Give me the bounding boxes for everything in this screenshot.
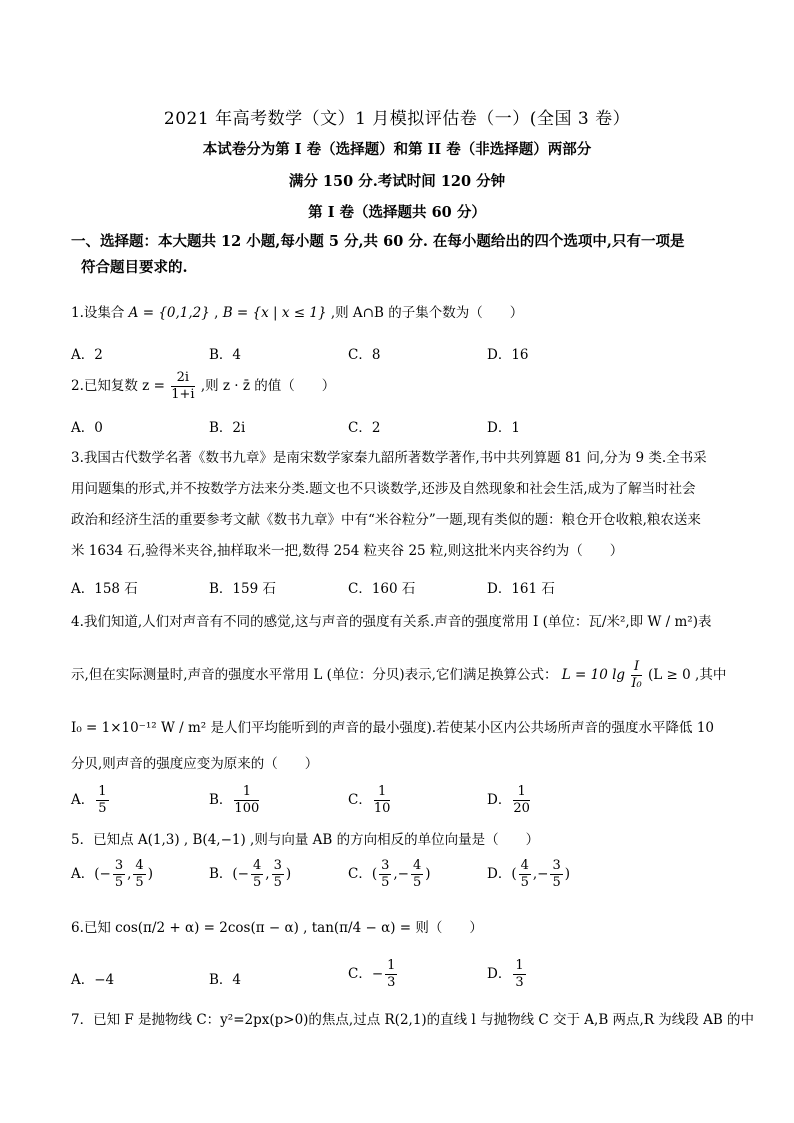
frac-den: 100 [234,801,260,816]
opt-frac [133,858,145,891]
q1-option-b[interactable]: B．4 [209,347,242,363]
question-6: 6.已知 cos(π/2 + α) = 2cos(π − α) , tan(π/4 − α) = 则（ ） [71,920,483,936]
q3-option-c[interactable]: C．160 石 [348,581,416,597]
exam-subtitle-parts: 本试卷分为第 I 卷（选择题）和第 II 卷（非选择题）两部分 [202,141,592,158]
frac-den: 5 [253,875,262,890]
q2-prefix: 2.已知复数 z = [71,378,165,394]
q1-option-a[interactable]: A．2 [71,347,103,363]
q6-options [71,958,731,998]
q4-option-c[interactable] [348,784,392,817]
opt-frac [519,858,531,891]
opt-sep: ,− [393,866,409,882]
q5-options [71,858,731,898]
q4-options [71,784,731,824]
question-3 [71,443,731,567]
opt-end: ) [564,866,571,882]
q4-option-a-frac [96,784,108,817]
q4-option-d-label: D． [487,792,512,808]
q2-option-b[interactable]: B．2i [209,420,246,436]
q6-option-a[interactable] [71,968,114,988]
q3-line: 用问题集的形式,并不按数学方法来分类.题文也不只谈数学,还涉及自然现象和社会生活,成为了解当时社会 [71,481,696,497]
section-heading-line2: 符合题目要求的. [81,259,188,276]
q5-option-c[interactable] [348,858,431,891]
q4-line1: 4.我们知道,人们对声音有不同的感觉,这与声音的强度有关系.声音的强度常用 I (单位：瓦/米²,即 W / m²)表 [71,614,712,630]
q3-options [71,577,731,607]
q2-fraction [171,370,194,403]
q2-option-d[interactable]: D．1 [487,420,520,436]
frac-den: 10 [373,801,391,816]
frac-den: 3 [387,975,396,990]
frac-den: 5 [273,875,282,890]
q4-formula-fraction [631,659,641,692]
question-2 [71,370,731,403]
opt-frac [379,858,391,891]
frac-den: 5 [520,875,529,890]
opt-frac [272,858,284,891]
q4-option-b[interactable] [209,784,261,817]
q2-option-a[interactable]: A．0 [71,420,103,436]
q4-option-b-frac [234,784,259,817]
opt-label: D．( [487,866,517,882]
frac-num: 1 [374,784,391,801]
frac-den: 5 [114,875,124,890]
opt-frac [550,858,562,891]
frac-num: 3 [273,858,282,873]
opt-sep: , [127,866,132,882]
question-7: 7．已知 F 是抛物线 C：y²=2px(p>0)的焦点,过点 R(2,1)的直线 l 与抛物线 C 交于 A,B 两点,R 为线段 AB 的中 [71,1012,755,1028]
opt-frac [513,958,525,991]
exam-subtitle-score: 满分 150 分.考试时间 120 分钟 [288,173,506,190]
q1-set-b: B = {x | x ≤ 1} [222,305,327,321]
q3-option-b[interactable]: B．159 石 [209,581,276,597]
frac-num: 1 [387,958,396,973]
q3-option-d[interactable]: D．161 石 [487,581,555,597]
opt-label: A．(− [71,866,111,882]
page-title: 2021 年高考数学（文）1 月模拟评估卷（一）(全国 3 卷） [163,109,631,129]
frac-den: 5 [413,875,422,890]
frac-num: 4 [253,858,262,873]
q2-frac-den: 1+i [171,387,195,402]
frac-num: 4 [520,858,529,873]
opt-frac [113,858,125,891]
opt-frac [385,958,397,991]
opt-label: A．−4 [71,972,115,988]
question-5: 5．已知点 A(1,3) , B(4,−1) ,则与向量 AB 的方向相反的单位向量是（ ） [71,832,540,848]
q4-option-c-label: C． [348,792,372,808]
frac-num: 1 [234,784,259,801]
q5-option-a[interactable] [71,858,153,891]
q4-line2-text: 示,但在实际测量时,声音的强度水平常用 L (单位：分贝)表示,它们满足换算公式： [71,667,558,683]
opt-label: C．( [348,866,378,882]
frac-num: 3 [552,858,561,873]
frac-den: 20 [513,801,530,816]
frac-den: 5 [98,801,107,816]
frac-num: 1 [513,784,530,801]
q4-option-d-frac [513,784,530,817]
q4-option-b-label: B． [209,792,233,808]
opt-end: ) [147,866,153,882]
frac-den: 3 [515,975,524,990]
opt-end: ) [285,866,292,882]
q2-options [71,416,731,446]
q1-separator: , [209,305,223,321]
q6-option-d[interactable] [487,958,528,991]
q4-frac-den: I₀ [631,676,642,691]
frac-num: 4 [135,858,144,873]
q4-formula: L = 10 lg [561,667,626,683]
frac-num: 4 [413,858,422,873]
q5-option-b[interactable] [209,858,291,891]
q4-frac-num: I [631,659,641,676]
q1-set-a: A = {0,1,2} [128,305,210,321]
frac-num: 3 [114,858,124,873]
q6-option-b[interactable] [209,968,241,988]
frac-den: 5 [381,875,390,890]
q1-option-c[interactable]: C．8 [348,347,381,363]
q4-option-a-label: A． [71,792,95,808]
opt-frac [251,858,263,891]
question-1 [71,305,731,322]
q6-option-c[interactable] [348,958,399,991]
opt-label: D． [487,966,512,982]
q2-suffix: ,则 z · z̄ 的值（ ） [200,378,336,394]
q5-option-d[interactable] [487,858,570,891]
q4-option-d[interactable] [487,784,532,817]
exam-subtitle-section: 第 I 卷（选择题共 60 分） [308,204,486,221]
q4-line2 [71,659,731,692]
q3-line: 米 1634 石,验得米夹谷,抽样取米一把,数得 254 粒夹谷 25 粒,则这批米内夹谷约为（ ） [71,543,624,559]
opt-sep: , [265,866,270,882]
opt-label: B．4 [209,972,242,988]
q2-option-c[interactable]: C．2 [348,420,381,436]
frac-num: 3 [381,858,390,873]
q2-frac-num: 2i [171,370,194,387]
opt-label: B．(− [209,866,249,882]
frac-den: 5 [135,875,144,890]
q1-option-d[interactable]: D．16 [487,347,529,363]
q4-line2-end: (L ≥ 0 ,其中 [648,667,727,683]
q1-prefix: 1.设集合 [71,305,129,321]
opt-end: ) [425,866,431,882]
section-heading [71,229,731,281]
q3-line: 3.我国古代数学名著《数书九章》是南宋数学家秦九韶所著数学著作,书中共列算题 81 问,分为 9 类.全书采 [71,450,707,466]
frac-num: 1 [515,958,524,973]
section-heading-line1: 一、选择题：本大题共 12 小题,每小题 5 分,共 60 分. 在每小题给出的四个选项中,只有一项是 [71,233,685,250]
q3-option-a[interactable]: A．158 石 [71,581,138,597]
frac-num: 1 [98,784,107,799]
q4-option-c-frac [374,784,391,817]
q4-line4: 分贝,则声音的强度应变为原来的（ ） [71,756,319,772]
opt-frac [411,858,423,891]
q4-option-a[interactable] [71,784,111,817]
q1-options [71,343,731,373]
q4-line3: I₀ = 1×10⁻¹² W / m² 是人们平均能听到的声音的最小强度).若使某小区内公共场所声音的强度水平降低 10 [71,720,714,736]
frac-den: 5 [552,875,561,890]
opt-sep: ,− [532,866,549,882]
q3-line: 政治和经济生活的重要参考文献《数书九章》中有“米谷粒分”一题,现有类似的题：粮仓开仓收粮,粮农送来 [71,512,701,528]
opt-label: C．− [348,966,384,982]
q1-suffix: ,则 A∩B 的子集个数为（ ） [326,305,524,321]
